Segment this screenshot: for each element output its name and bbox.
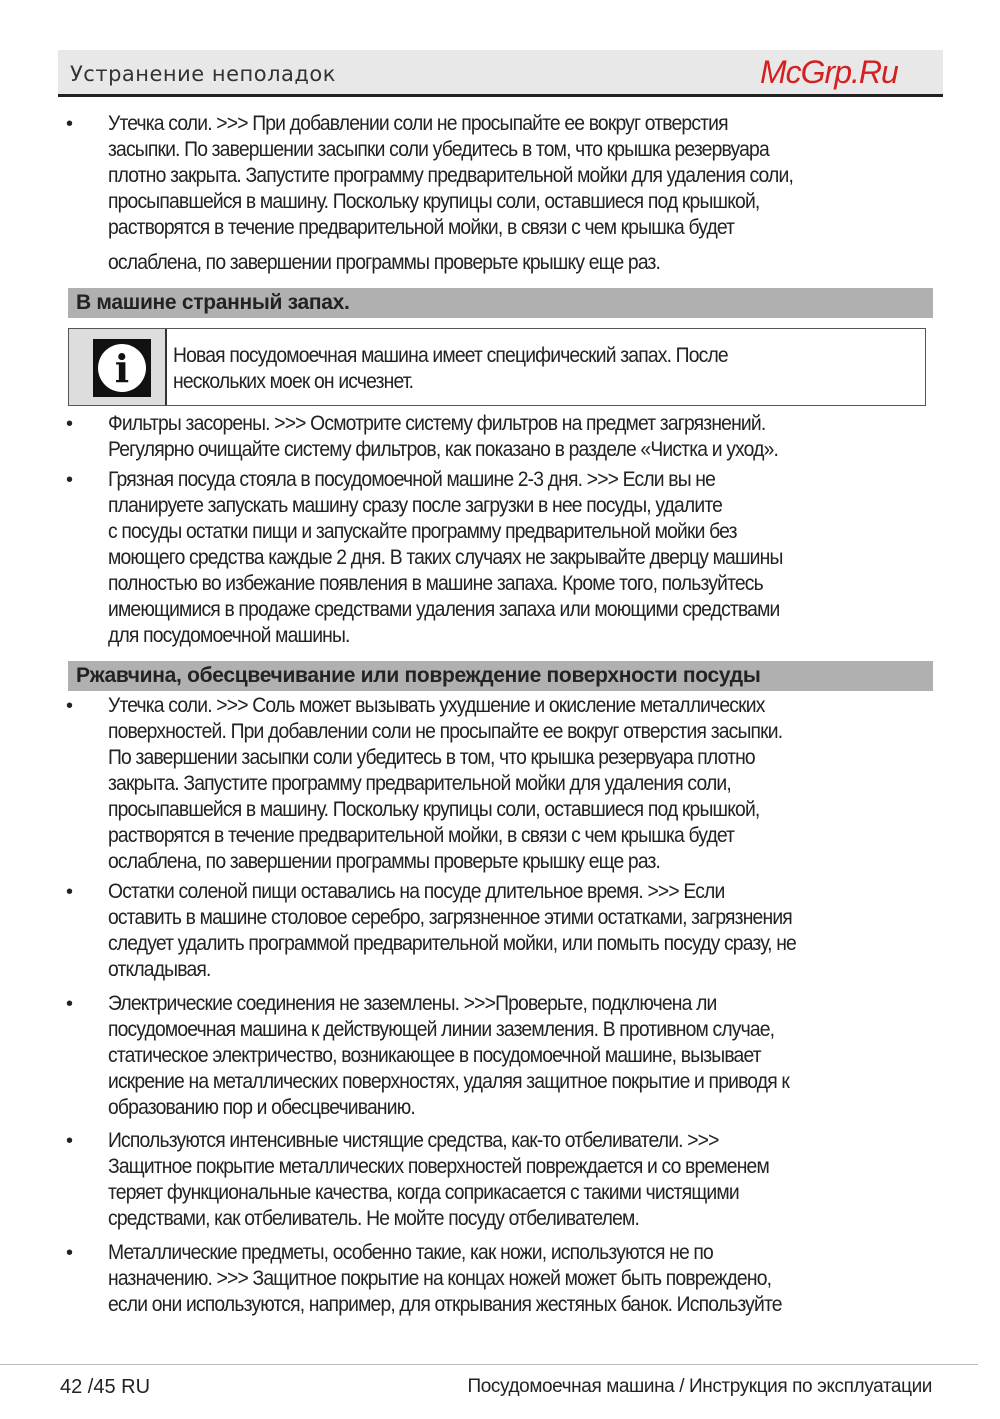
info-text-line: нескольких моек он исчезнет. (173, 370, 414, 393)
text-line: посудомоечная машина к действующей линии заземления. В противном случае, (108, 1018, 775, 1041)
info-note-box (68, 328, 926, 406)
text-line: Регулярно очищайте систему фильтров, как показано в разделе «Чистка и уход». (108, 438, 779, 461)
text-line: Металлические предметы, особенно такие, как ножи, используются не по (108, 1241, 713, 1264)
text-line: просыпавшейся в машину. Поскольку крупицы соли, оставшиеся под крышкой, (108, 190, 760, 213)
page-number: 42 /45 RU (60, 1376, 151, 1398)
bullet-icon: • (66, 993, 74, 1015)
page-header-title: Устранение неполадок (70, 62, 336, 86)
bullet-icon: • (66, 1242, 74, 1264)
text-line: теряет функциональные качества, когда соприкасается с такими чистящими (108, 1181, 739, 1204)
info-icon-panel (69, 329, 167, 405)
list-item (108, 693, 841, 875)
info-icon: i (93, 339, 151, 397)
text-line: статическое электричество, возникающее в посудомоечной машине, вызывает (108, 1044, 761, 1067)
bullet-icon: • (66, 469, 74, 491)
bullet-icon: • (66, 695, 74, 717)
text-line: Электрические соединения не заземлены. >>>Проверьте, подключена ли (108, 992, 717, 1015)
watermark: McGrp.Ru (760, 54, 898, 90)
text-line: Фильтры засорены. >>> Осмотрите систему фильтров на предмет загрязнений. (108, 412, 766, 435)
list-item (108, 467, 841, 649)
text-line: поверхностей. При добавлении соли не просыпайте ее вокруг отверстия засыпки. (108, 720, 783, 743)
list-item (108, 991, 848, 1121)
text-line: полностью во избежание появления в машине запаха. Кроме того, пользуйтесь (108, 572, 763, 595)
text-line: Остатки соленой пищи оставались на посуде длительное время. >>> Если (108, 880, 725, 903)
footer-divider (0, 1364, 978, 1365)
section-heading-odor (68, 288, 933, 318)
footer-title: Посудомоечная машина / Инструкция по эксплуатации (467, 1376, 932, 1397)
text-line: если они используются, например, для открывания жестяных банок. Используйте (108, 1293, 782, 1316)
text-line: засыпки. По завершении засыпки соли убедитесь в том, что крышка резервуара (108, 138, 769, 161)
list-item (108, 411, 836, 463)
section-heading-rust (68, 661, 933, 691)
info-text-line: Новая посудомоечная машина имеет специфический запах. После (173, 344, 728, 367)
text-line: ослаблена, по завершении программы проверьте крышку еще раз. (108, 850, 661, 873)
bullet-icon: • (66, 1130, 74, 1152)
text-line: искрение на металлических поверхностях, удаляя защитное покрытие и приводя к (108, 1070, 790, 1093)
text-line: для посудомоечной машины. (108, 624, 350, 647)
bullet-icon: • (66, 413, 74, 435)
text-line: По завершении засыпки соли убедитесь в том, что крышка резервуара плотно (108, 746, 755, 769)
list-item (108, 1128, 826, 1232)
bullet-icon: • (66, 113, 74, 135)
text-line: откладывая. (108, 958, 211, 981)
text-line: просыпавшейся в машину. Поскольку крупицы соли, оставшиеся под крышкой, (108, 798, 760, 821)
text-line: растворятся в течение предварительной мойки, в связи с чем крышка будет (108, 824, 735, 847)
text-line: следует удалить программой предварительной мойки, или помыть посуду сразу, не (108, 932, 796, 955)
text-line: образованию пор и обесцвечиванию. (108, 1096, 415, 1119)
list-item (108, 111, 853, 276)
text-line: назначению. >>> Защитное покрытие на концах ножей может быть повреждено, (108, 1267, 772, 1290)
text-line: с посуды остатки пищи и запускайте программу предварительной мойки без (108, 520, 737, 543)
text-line: планируете запускать машину сразу после загрузки в нее посуды, удалите (108, 494, 723, 517)
list-item (108, 1240, 840, 1318)
text-line: Защитное покрытие металлических поверхностей повреждается и со временем (108, 1155, 769, 1178)
text-line: растворятся в течение предварительной мойки, в связи с чем крышка будет (108, 216, 735, 239)
text-line: Утечка соли. >>> При добавлении соли не просыпайте ее вокруг отверстия (108, 112, 728, 135)
text-line: закрыта. Запустите программу предварительной мойки для удаления соли, (108, 772, 731, 795)
section-title: Ржавчина, обесцвечивание или повреждение поверхности посуды (76, 664, 761, 687)
bullet-icon: • (66, 881, 74, 903)
list-item (108, 879, 856, 983)
text-line: оставить в машине столовое серебро, загрязненное этими остатками, загрязнения (108, 906, 792, 929)
text-line: Используются интенсивные чистящие средства, как-то отбеливатели. >>> (108, 1129, 719, 1152)
text-line: моющего средства каждые 2 дня. В таких случаях не закрывайте дверцу машины (108, 546, 783, 569)
section-title: В машине странный запах. (76, 291, 350, 314)
text-line: Грязная посуда стояла в посудомоечной машине 2-3 дня. >>> Если вы не (108, 468, 716, 491)
text-line: ослаблена, по завершении программы проверьте крышку еще раз. (108, 251, 661, 274)
text-line: плотно закрыта. Запустите программу предварительной мойки для удаления соли, (108, 164, 793, 187)
text-line: Утечка соли. >>> Соль может вызывать ухудшение и окисление металлических (108, 694, 765, 717)
text-line: имеющимися в продаже средствами удаления запаха или моющими средствами (108, 598, 780, 621)
text-line: средствами, как отбеливатель. Не мойте посуду отбеливателем. (108, 1207, 640, 1230)
